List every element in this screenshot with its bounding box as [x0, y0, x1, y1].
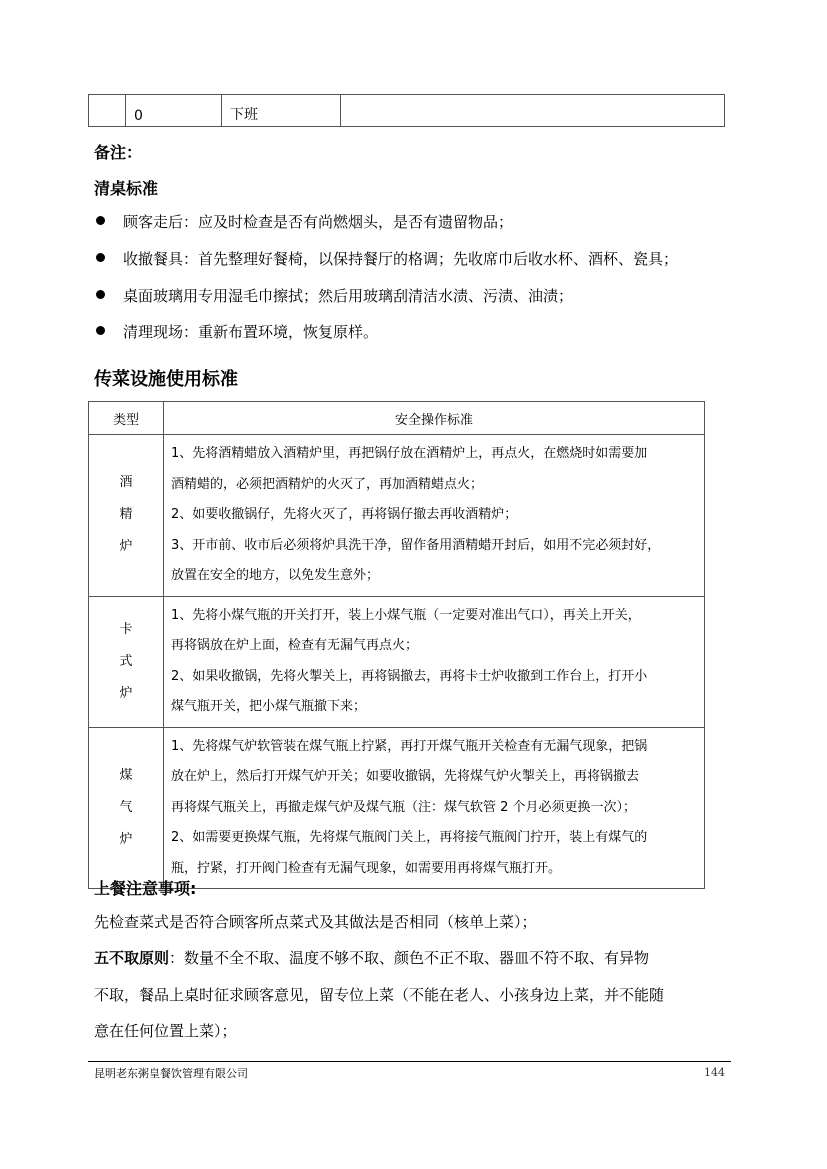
- schedule-table-fragment: [88, 94, 725, 127]
- footer-company: 昆明老东粥皇餐饮管理有限公司: [94, 1067, 248, 1080]
- table-cell: 下班: [222, 95, 341, 127]
- page-number: 144: [704, 1066, 725, 1079]
- list-item: 清理现场：重新布置环境，恢复原样。: [96, 321, 378, 342]
- type-cell-gas-stove: 煤 气 炉: [89, 727, 164, 889]
- bullet-icon: [96, 253, 105, 262]
- standard-cell: 1、先将小煤气瓶的开关打开，装上小煤气瓶（一定要对准出气口），再关上开关， 再将锅放在炉上面，检查有无漏气再点火； 2、如果收撤锅，先将火掣关上，再将锅撤去，再将卡士炉收撤到工作台上，打开小 煤气瓶开关，把小煤气瓶撤下来；: [164, 596, 705, 727]
- table-cell: [89, 95, 126, 127]
- serving-notes-title: 上餐注意事项:: [94, 879, 197, 898]
- column-header-standard: 安全操作标准: [164, 402, 705, 435]
- bullet-icon: [96, 290, 105, 299]
- facility-standard-table: [88, 401, 705, 889]
- bullet-icon: [96, 326, 105, 335]
- type-cell-alcohol-stove: 酒 精 炉: [89, 435, 164, 597]
- table-row: [89, 596, 705, 727]
- table-row: [89, 727, 705, 889]
- five-no-principle: 五不取原则：数量不全不取、温度不够不取、颜色不正不取、器皿不符不取、有异物: [94, 949, 650, 967]
- list-item: 顾客走后：应及时检查是否有尚燃烟头，是否有遗留物品；: [96, 211, 513, 232]
- footer-divider: [88, 1061, 731, 1062]
- table-header-row: [89, 402, 705, 435]
- five-no-principle-cont: 意在任何位置上菜）；: [94, 1022, 237, 1040]
- clean-standard-title: 清桌标准: [94, 179, 159, 198]
- table-cell: [341, 95, 725, 127]
- type-cell-cassette-stove: 卡 式 炉: [89, 596, 164, 727]
- five-no-principle-cont: 不取，餐品上桌时征求顾客意见，留专位上菜（不能在老人、小孩身边上菜，并不能随: [94, 986, 665, 1004]
- bullet-icon: [96, 216, 105, 225]
- five-no-label: 五不取原则: [94, 949, 170, 967]
- remark-label: 备注：: [94, 143, 143, 162]
- table-row: [89, 95, 725, 127]
- list-item: 收撤餐具：首先整理好餐椅，以保持餐厅的格调；先收席巾后收水杯、酒杯、瓷具；: [96, 248, 678, 269]
- column-header-type: 类型: [89, 402, 164, 435]
- serving-check-line: 先检查菜式是否符合顾客所点菜式及其做法是否相同（核单上菜）；: [94, 913, 537, 931]
- standard-cell: 1、先将酒精蜡放入酒精炉里，再把锅仔放在酒精炉上，再点火，在燃烧时如需要加 酒精蜡的，必须把酒精炉的火灭了，再加酒精蜡点火； 2、如要收撤锅仔，先将火灭了，再将锅仔撤去再收酒精炉； 3、开市前、收市后必须将炉具洗干净，留作备用酒精蜡开封后，如用不完必须封好， 放置在安全的地方，以免发生意外；: [164, 435, 705, 597]
- list-item: 桌面玻璃用专用湿毛巾擦拭；然后用玻璃刮清洁水渍、污渍、油渍；: [96, 285, 573, 306]
- facility-standard-title: 传菜设施使用标准: [94, 369, 238, 390]
- table-row: [89, 435, 705, 597]
- standard-cell: 1、先将煤气炉软管装在煤气瓶上拧紧，再打开煤气瓶开关检查有无漏气现象，把锅 放在炉上，然后打开煤气炉开关；如要收撤锅，先将煤气炉火掣关上，再将锅撤去 再将煤气瓶关上，再撤走煤气炉及煤气瓶（注：煤气软管 2 个月必须更换一次）； 2、如需要更换煤气瓶，先将煤气瓶阀门关上，再将接气瓶阀门拧开，装上有煤气的 瓶，拧紧，打开阀门检查有无漏气现象，如需要用再将煤气瓶打开。: [164, 727, 705, 889]
- table-cell: 0: [126, 95, 222, 127]
